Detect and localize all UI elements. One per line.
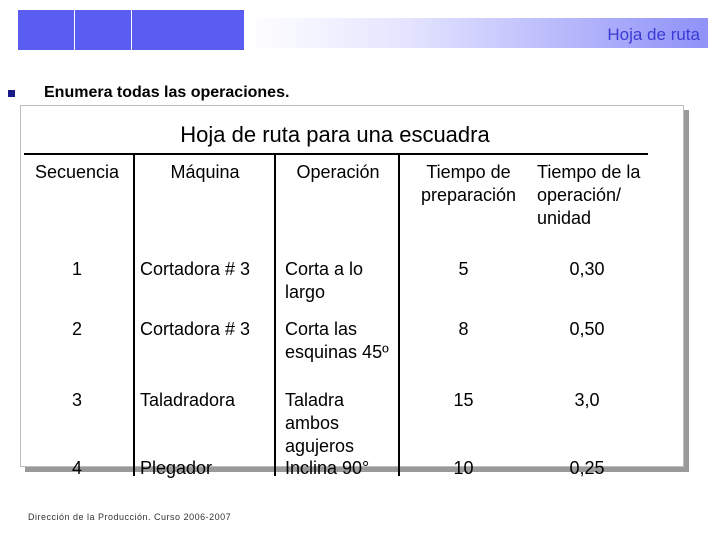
- table-title: Hoja de ruta para una escuadra: [180, 122, 490, 147]
- footer-text: Dirección de la Producción. Curso 2006-2007: [28, 512, 232, 522]
- table-cell-unit-time: 3,0: [574, 390, 600, 410]
- table-cell-sequence: 2: [71, 319, 82, 339]
- bullet-square-icon: [8, 90, 15, 97]
- table-cell-sequence: 1: [71, 259, 82, 279]
- column-header-setup-time: Tiempo de preparación: [420, 162, 517, 205]
- column-divider: [274, 153, 276, 476]
- header-decor-square: [75, 10, 131, 50]
- table-cell-setup-time: 8: [458, 319, 469, 339]
- table-cell-unit-time: 0,25: [569, 458, 605, 478]
- column-divider: [133, 153, 135, 476]
- header-decor-square: [188, 10, 244, 50]
- column-header-sequence: Secuencia: [34, 162, 120, 182]
- table-cell-unit-time: 0,30: [569, 259, 605, 279]
- table-cell-machine: Cortadora # 3: [140, 259, 251, 279]
- table-cell-setup-time: 15: [453, 390, 474, 410]
- column-header-machine: Máquina: [170, 162, 240, 182]
- table-cell-sequence: 3: [71, 390, 82, 410]
- table-cell-operation: Inclina 90°: [285, 458, 370, 478]
- table-cell-machine: Plegador: [140, 458, 213, 478]
- table-cell-operation: Corta a lo largo: [285, 259, 364, 302]
- column-header-operation: Operación: [296, 162, 380, 182]
- table-cell-setup-time: 10: [453, 458, 474, 478]
- slide-title: Hoja de ruta: [607, 25, 700, 44]
- column-header-unit-time: Tiempo de la operación/ unidad: [537, 162, 641, 228]
- column-divider: [398, 153, 400, 476]
- table-cell-operation: Taladra ambos agujeros: [285, 390, 355, 456]
- bullet-text: Enumera todas las operaciones.: [44, 84, 290, 101]
- table-cell-sequence: 4: [71, 458, 82, 478]
- table-cell-machine: Taladradora: [140, 390, 236, 410]
- table-cell-machine: Cortadora # 3: [140, 319, 251, 339]
- header-decor-square: [18, 10, 74, 50]
- header-decor-square: [132, 10, 188, 50]
- table-cell-setup-time: 5: [458, 259, 469, 279]
- table-header-rule: [24, 153, 648, 155]
- table-cell-unit-time: 0,50: [569, 319, 605, 339]
- table-cell-operation: Corta las esquinas 45º: [285, 319, 389, 362]
